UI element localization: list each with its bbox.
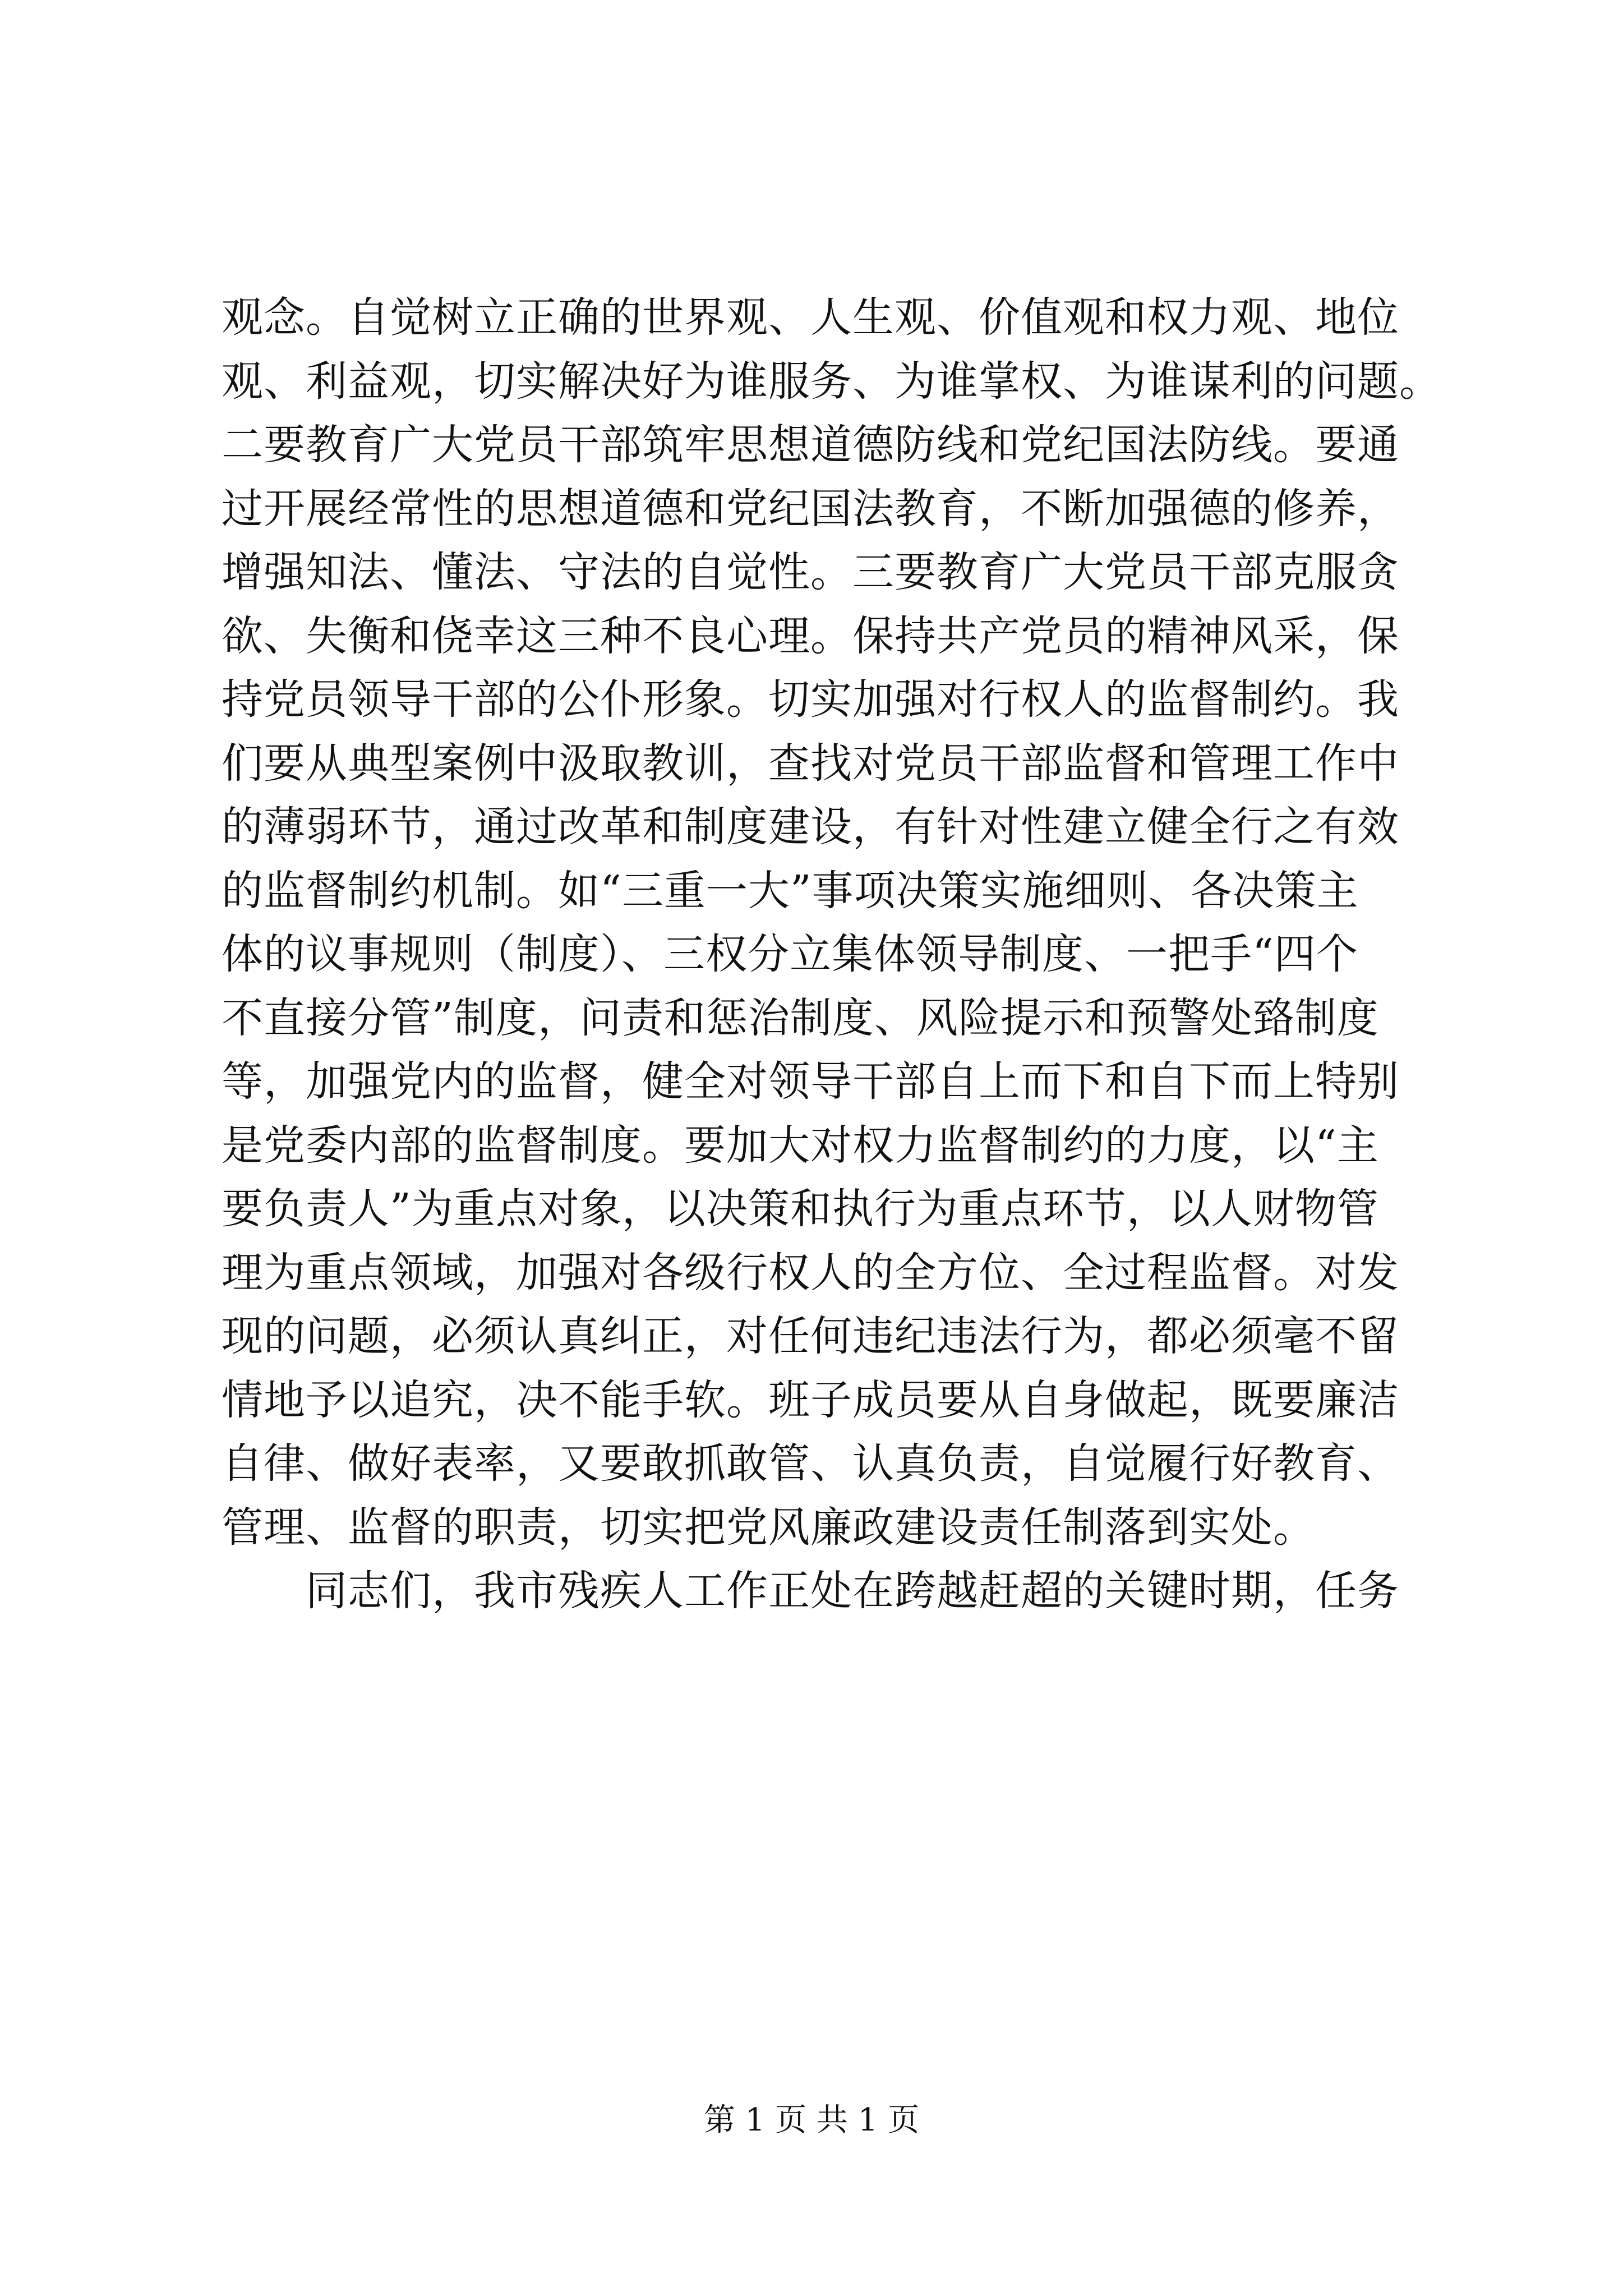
text-line: 情地予以追究，决不能手软。班子成员要从自身做起，既要廉洁 [222,1375,1399,1424]
text-line: 等，加强党内的监督，健全对领导干部自上而下和自下而上特别 [222,1057,1399,1106]
text-line: 观念。自觉树立正确的世界观、人生观、价值观和权力观、地位 [222,293,1399,342]
text-line: 是党委内部的监督制度。要加大对权力监督制约的力度，以“主 [222,1121,1379,1170]
text-line: 过开展经常性的思想道德和党纪国法教育，不断加强德的修养， [222,484,1399,533]
text-line: 欲、失衡和侥幸这三种不良心理。保持共产党员的精神风采，保 [222,611,1399,660]
text-line: 要负责人”为重点对象，以决策和执行为重点环节，以人财物管 [222,1185,1379,1233]
body-text [222,286,1441,1623]
text-line: 现的问题，必须认真纠正，对任何违纪违法行为，都必须毫不留 [222,1312,1399,1360]
page-number: 第 1 页 共 1 页 [703,2102,920,2138]
text-line: 理为重点领域，加强对各级行权人的全方位、全过程监督。对发 [222,1248,1399,1297]
text-line: 的薄弱环节，通过改革和制度建设，有针对性建立健全行之有效 [222,803,1399,851]
text-line: 观、利益观，切实解决好为谁服务、为谁掌权、为谁谋利的问题。 [222,357,1441,406]
text-line: 增强知法、懂法、守法的自觉性。三要教育广大党员干部克服贪 [222,548,1399,596]
text-line: 管理、监督的职责，切实把党风廉政建设责任制落到实处。 [222,1503,1315,1552]
text-line: 自律、做好表率，又要敢抓敢管、认真负责，自觉履行好教育、 [222,1439,1399,1488]
text-line: 不直接分管”制度，问责和惩治制度、风险提示和预警处臵制度 [222,993,1379,1042]
text-line: 们要从典型案例中汲取教训，查找对党员干部监督和管理工作中 [222,739,1399,788]
text-line: 二要教育广大党员干部筑牢思想道德防线和党纪国法防线。要通 [222,421,1399,469]
text-line: 体的议事规则（制度）、三权分立集体领导制度、一把手“四个 [222,930,1358,978]
page-footer [0,2101,1623,2140]
text-line: 同志们，我市残疾人工作正处在跨越赶超的关键时期，任务 [222,1567,1399,1615]
text-line: 持党员领导干部的公仆形象。切实加强对行权人的监督制约。我 [222,675,1399,724]
text-line: 的监督制约机制。如“三重一大”事项决策实施细则、各决策主 [222,866,1359,915]
